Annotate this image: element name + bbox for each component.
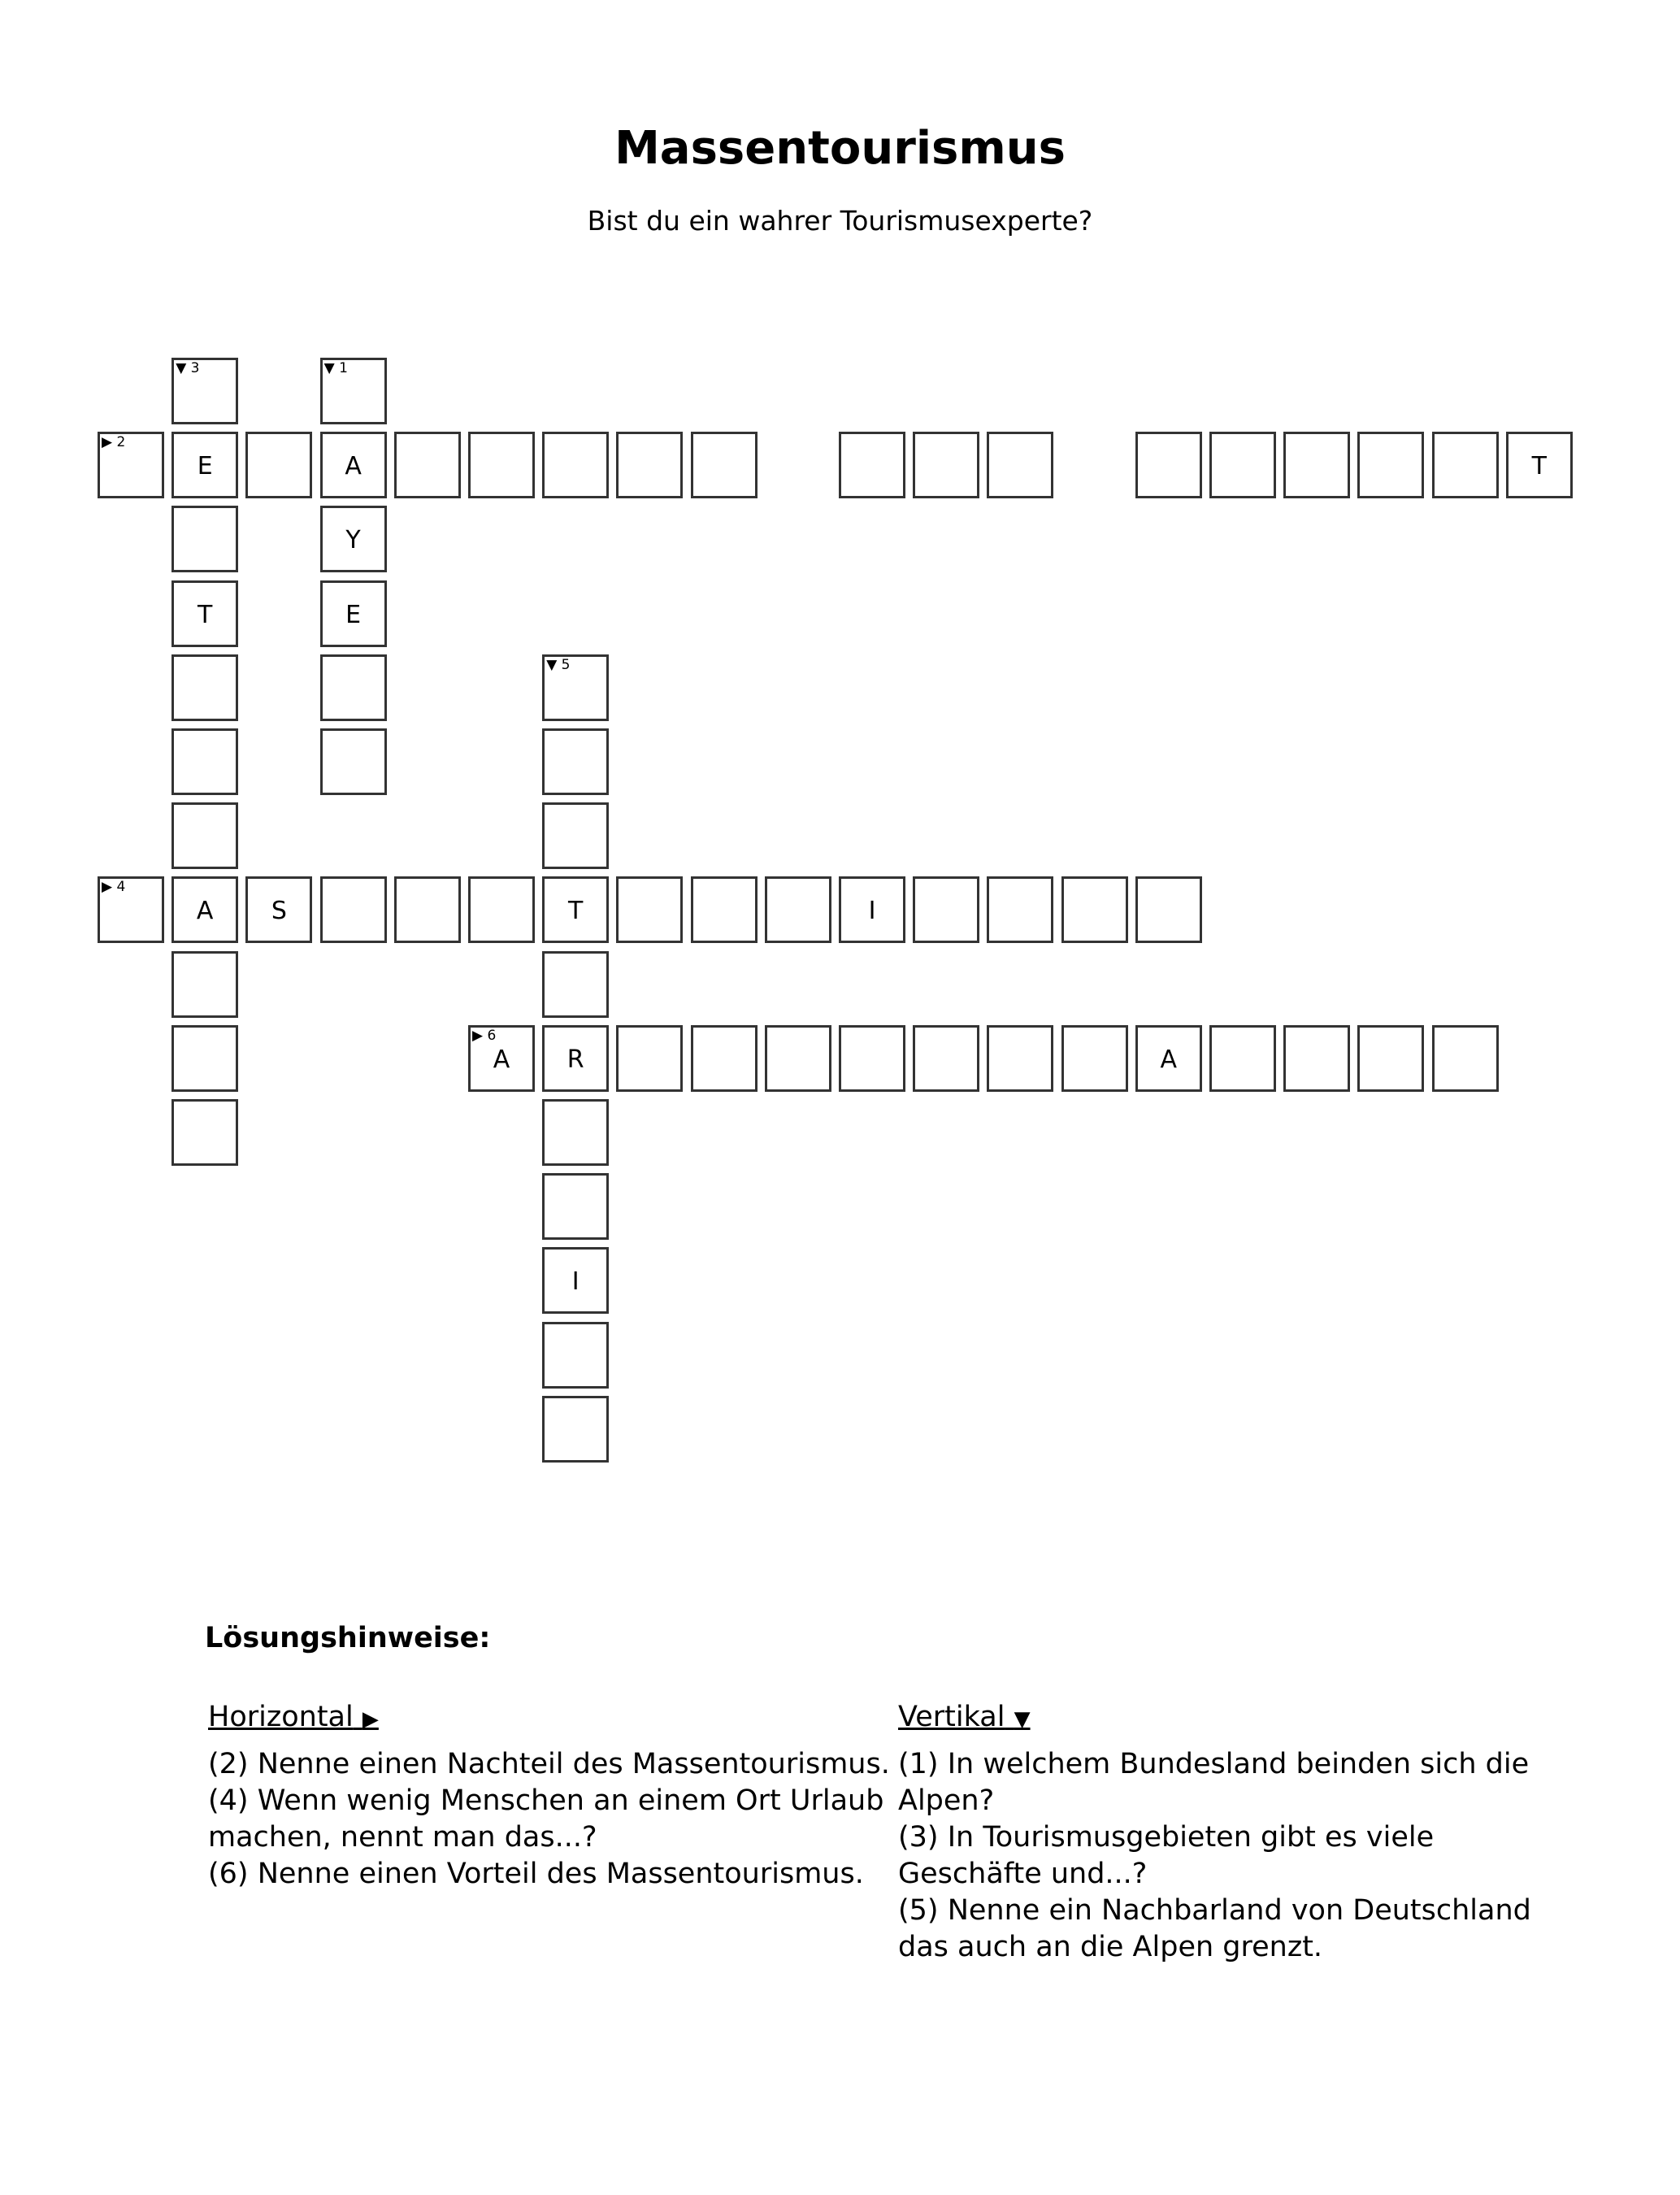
vertical-clue: (1) In welchem Bundesland beinden sich die Alpen? xyxy=(898,1748,1530,1817)
cell-letter: T xyxy=(568,897,584,926)
clue-number: ▼ 3 xyxy=(176,360,200,376)
crossword-cell[interactable] xyxy=(171,1099,238,1166)
crossword-cell[interactable] xyxy=(542,802,609,869)
crossword-cell[interactable] xyxy=(542,876,609,943)
down-arrow-icon: ▼ xyxy=(1014,1707,1031,1732)
crossword-cell[interactable] xyxy=(1135,876,1202,943)
crossword-cell[interactable] xyxy=(320,728,387,795)
crossword-cell[interactable] xyxy=(394,432,461,498)
crossword-cell[interactable] xyxy=(245,432,312,498)
crossword-cell[interactable] xyxy=(320,580,387,647)
crossword-cell[interactable] xyxy=(691,1025,758,1092)
crossword-cell[interactable] xyxy=(171,654,238,721)
crossword-cell[interactable] xyxy=(542,432,609,498)
cell-letter: A xyxy=(493,1045,510,1074)
crossword-cell[interactable] xyxy=(542,728,609,795)
crossword-cell[interactable] xyxy=(468,432,535,498)
crossword-cell[interactable] xyxy=(171,432,238,498)
crossword-cell[interactable] xyxy=(616,432,683,498)
clue-number: ▶ 6 xyxy=(472,1027,497,1044)
cell-letter: E xyxy=(197,452,213,481)
horizontal-hints xyxy=(208,1699,891,1893)
crossword-cell[interactable] xyxy=(691,432,758,498)
vertical-clue: (5) Nenne ein Nachbarland von Deutschland das auch an die Alpen grenzt. xyxy=(898,1894,1531,1963)
crossword-cell[interactable] xyxy=(1209,432,1276,498)
crossword-cell[interactable] xyxy=(171,506,238,572)
crossword-cell[interactable] xyxy=(839,432,905,498)
horizontal-hints-title xyxy=(208,1699,891,1738)
crossword-cell[interactable] xyxy=(987,432,1053,498)
crossword-cell[interactable] xyxy=(171,358,238,424)
crossword-cell[interactable] xyxy=(691,876,758,943)
crossword-cell[interactable] xyxy=(542,654,609,721)
crossword-cell[interactable] xyxy=(913,432,979,498)
vertical-clue: (3) In Tourismusgebieten gibt es viele Geschäfte und...? xyxy=(898,1821,1435,1890)
crossword-cell[interactable] xyxy=(320,506,387,572)
cell-letter: A xyxy=(196,897,214,926)
clue-number: ▼ 1 xyxy=(323,360,348,376)
crossword-cell[interactable] xyxy=(245,876,312,943)
crossword-cell[interactable] xyxy=(98,432,164,498)
crossword-cell[interactable] xyxy=(987,1025,1053,1092)
cell-letter: T xyxy=(198,600,213,629)
crossword-cell[interactable] xyxy=(542,1322,609,1389)
crossword-cell[interactable] xyxy=(171,1025,238,1092)
crossword-cell[interactable] xyxy=(171,876,238,943)
crossword-cell[interactable] xyxy=(616,876,683,943)
crossword-cell[interactable] xyxy=(987,876,1053,943)
horizontal-title-text: Horizontal xyxy=(208,1701,354,1733)
puzzle-title: Massentourismus xyxy=(614,122,1066,175)
crossword-cell[interactable] xyxy=(542,1247,609,1314)
clue-number: ▶ 2 xyxy=(102,434,126,451)
crossword-cell[interactable] xyxy=(542,951,609,1018)
horizontal-clue: (6) Nenne einen Vorteil des Massentourismus. xyxy=(208,1858,864,1890)
horizontal-clue: (2) Nenne einen Nachteil des Massentourismus. xyxy=(208,1748,890,1780)
cell-letter: Y xyxy=(345,526,361,555)
clue-number: ▶ 4 xyxy=(102,879,126,896)
cell-letter: I xyxy=(571,1267,580,1297)
crossword-cell[interactable] xyxy=(1357,432,1424,498)
clue-number: ▼ 5 xyxy=(546,656,571,673)
hints-heading: Lösungshinweise: xyxy=(205,1622,491,1654)
cell-letter: A xyxy=(345,452,362,481)
crossword-cell[interactable] xyxy=(765,1025,831,1092)
crossword-cell[interactable] xyxy=(1283,1025,1350,1092)
crossword-cell[interactable] xyxy=(1209,1025,1276,1092)
crossword-cell[interactable] xyxy=(171,728,238,795)
crossword-cell[interactable] xyxy=(1135,1025,1202,1092)
crossword-cell[interactable] xyxy=(913,1025,979,1092)
crossword-cell[interactable] xyxy=(839,876,905,943)
crossword-cell[interactable] xyxy=(320,654,387,721)
cell-letter: I xyxy=(868,897,876,926)
horizontal-clue: (4) Wenn wenig Menschen an einem Ort Urlaub machen, nennt man das...? xyxy=(208,1784,884,1854)
crossword-cell[interactable] xyxy=(320,432,387,498)
crossword-cell[interactable] xyxy=(542,1099,609,1166)
crossword-cell[interactable] xyxy=(98,876,164,943)
crossword-cell[interactable] xyxy=(1432,432,1499,498)
cell-letter: E xyxy=(345,600,362,629)
crossword-cell[interactable] xyxy=(171,802,238,869)
crossword-cell[interactable] xyxy=(1061,876,1128,943)
cell-letter: T xyxy=(1531,452,1547,481)
cell-letter: S xyxy=(271,897,287,926)
crossword-cell[interactable] xyxy=(616,1025,683,1092)
cell-letter: A xyxy=(1160,1045,1178,1074)
crossword-cell[interactable] xyxy=(320,876,387,943)
crossword-cell[interactable] xyxy=(839,1025,905,1092)
crossword-cell[interactable] xyxy=(171,580,238,647)
cell-letter: R xyxy=(567,1045,584,1074)
right-arrow-icon: ▶ xyxy=(362,1707,379,1732)
crossword-cell[interactable] xyxy=(468,1025,535,1092)
crossword-cell[interactable] xyxy=(171,951,238,1018)
puzzle-subtitle: Bist du ein wahrer Tourismusexperte? xyxy=(587,205,1093,237)
crossword-cell[interactable] xyxy=(1135,432,1202,498)
crossword-cell[interactable] xyxy=(1283,432,1350,498)
crossword-cell[interactable] xyxy=(913,876,979,943)
crossword-cell[interactable] xyxy=(542,1396,609,1463)
crossword-cell[interactable] xyxy=(542,1025,609,1092)
crossword-cell[interactable] xyxy=(394,876,461,943)
crossword-cell[interactable] xyxy=(1061,1025,1128,1092)
vertical-hints-title xyxy=(898,1699,1548,1738)
crossword-cell[interactable] xyxy=(468,876,535,943)
vertical-title-text: Vertikal xyxy=(898,1701,1005,1733)
crossword-cell[interactable] xyxy=(320,358,387,424)
crossword-cell[interactable] xyxy=(765,876,831,943)
crossword-cell[interactable] xyxy=(1357,1025,1424,1092)
crossword-cell[interactable] xyxy=(542,1173,609,1240)
crossword-cell[interactable] xyxy=(1506,432,1573,498)
crossword-cell[interactable] xyxy=(1432,1025,1499,1092)
vertical-hints xyxy=(898,1699,1548,1966)
